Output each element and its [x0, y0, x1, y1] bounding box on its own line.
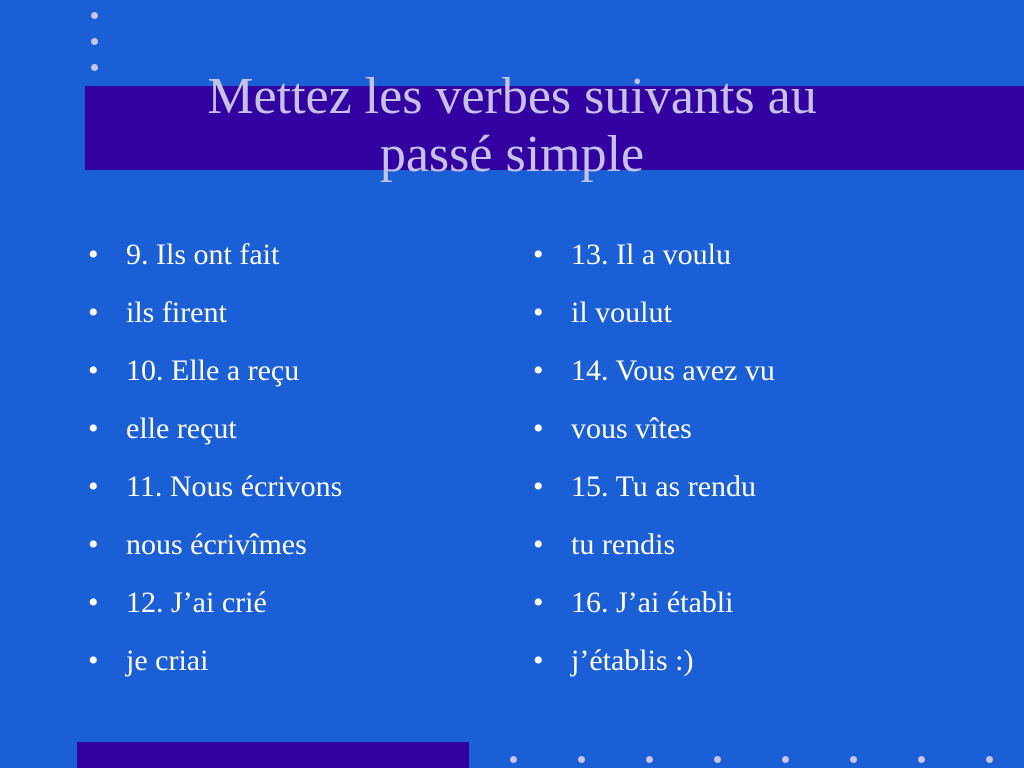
list-item — [533, 458, 775, 516]
list-item — [533, 226, 775, 284]
slide-title — [0, 68, 1024, 184]
decorative-dot — [782, 756, 789, 763]
decorative-dot — [850, 756, 857, 763]
list-item — [88, 226, 342, 284]
list-item-text: ils firent — [126, 296, 227, 329]
bullet-icon: • — [533, 412, 544, 445]
bullet-icon: • — [88, 586, 99, 619]
bullet-icon: • — [88, 528, 99, 561]
decorative-dot — [510, 756, 517, 763]
list-item — [88, 574, 342, 632]
list-item — [533, 284, 775, 342]
list-item — [88, 516, 342, 574]
list-item — [533, 574, 775, 632]
list-item-text: 13. Il a voulu — [571, 238, 731, 271]
list-item-text: il voulut — [571, 296, 672, 329]
slide-title-line-2: passé simple — [379, 126, 645, 183]
bullet-icon: • — [533, 586, 544, 619]
decorative-dot — [646, 756, 653, 763]
decorative-dot — [578, 756, 585, 763]
list-item-text: 15. Tu as rendu — [571, 470, 757, 503]
bullet-icon: • — [533, 296, 544, 329]
list-item-text: je criai — [126, 644, 209, 677]
list-item — [533, 342, 775, 400]
list-item — [88, 458, 342, 516]
decorative-dot — [91, 38, 98, 45]
bottom-accent-band — [77, 742, 469, 768]
list-item-text: j’établis :) — [571, 644, 694, 677]
list-item — [533, 516, 775, 574]
bullet-icon: • — [533, 644, 544, 677]
list-item — [88, 284, 342, 342]
list-item-text: 11. Nous écrivons — [126, 470, 343, 503]
bullet-icon: • — [533, 238, 544, 271]
bullet-icon: • — [533, 470, 544, 503]
list-item-text: elle reçut — [126, 412, 237, 445]
bullet-icon: • — [533, 528, 544, 561]
slide-title-line-1: Mettez les verbes suivants au — [207, 68, 817, 125]
bullet-icon: • — [533, 354, 544, 387]
bullet-icon: • — [88, 238, 99, 271]
list-item-text: 16. J’ai établi — [571, 586, 734, 619]
list-item — [88, 400, 342, 458]
list-item-text: nous écrivîmes — [126, 528, 307, 561]
list-item-text: 10. Elle a reçu — [126, 354, 300, 387]
list-item — [533, 632, 775, 690]
decorative-dot — [918, 756, 925, 763]
list-item — [533, 400, 775, 458]
decorative-dot — [714, 756, 721, 763]
list-item-text: 9. Ils ont fait — [126, 238, 280, 271]
bullet-icon: • — [88, 644, 99, 677]
left-bullet-list — [88, 226, 342, 690]
right-bullet-list — [533, 226, 775, 690]
decorative-dot — [91, 12, 98, 19]
bullet-icon: • — [88, 296, 99, 329]
decorative-dot — [986, 756, 993, 763]
bullet-icon: • — [88, 354, 99, 387]
bullet-icon: • — [88, 470, 99, 503]
bullet-icon: • — [88, 412, 99, 445]
list-item-text: 14. Vous avez vu — [571, 354, 775, 387]
list-item-text: tu rendis — [571, 528, 676, 561]
list-item-text: 12. J’ai crié — [126, 586, 267, 619]
list-item-text: vous vîtes — [571, 412, 692, 445]
list-item — [88, 342, 342, 400]
list-item — [88, 632, 342, 690]
